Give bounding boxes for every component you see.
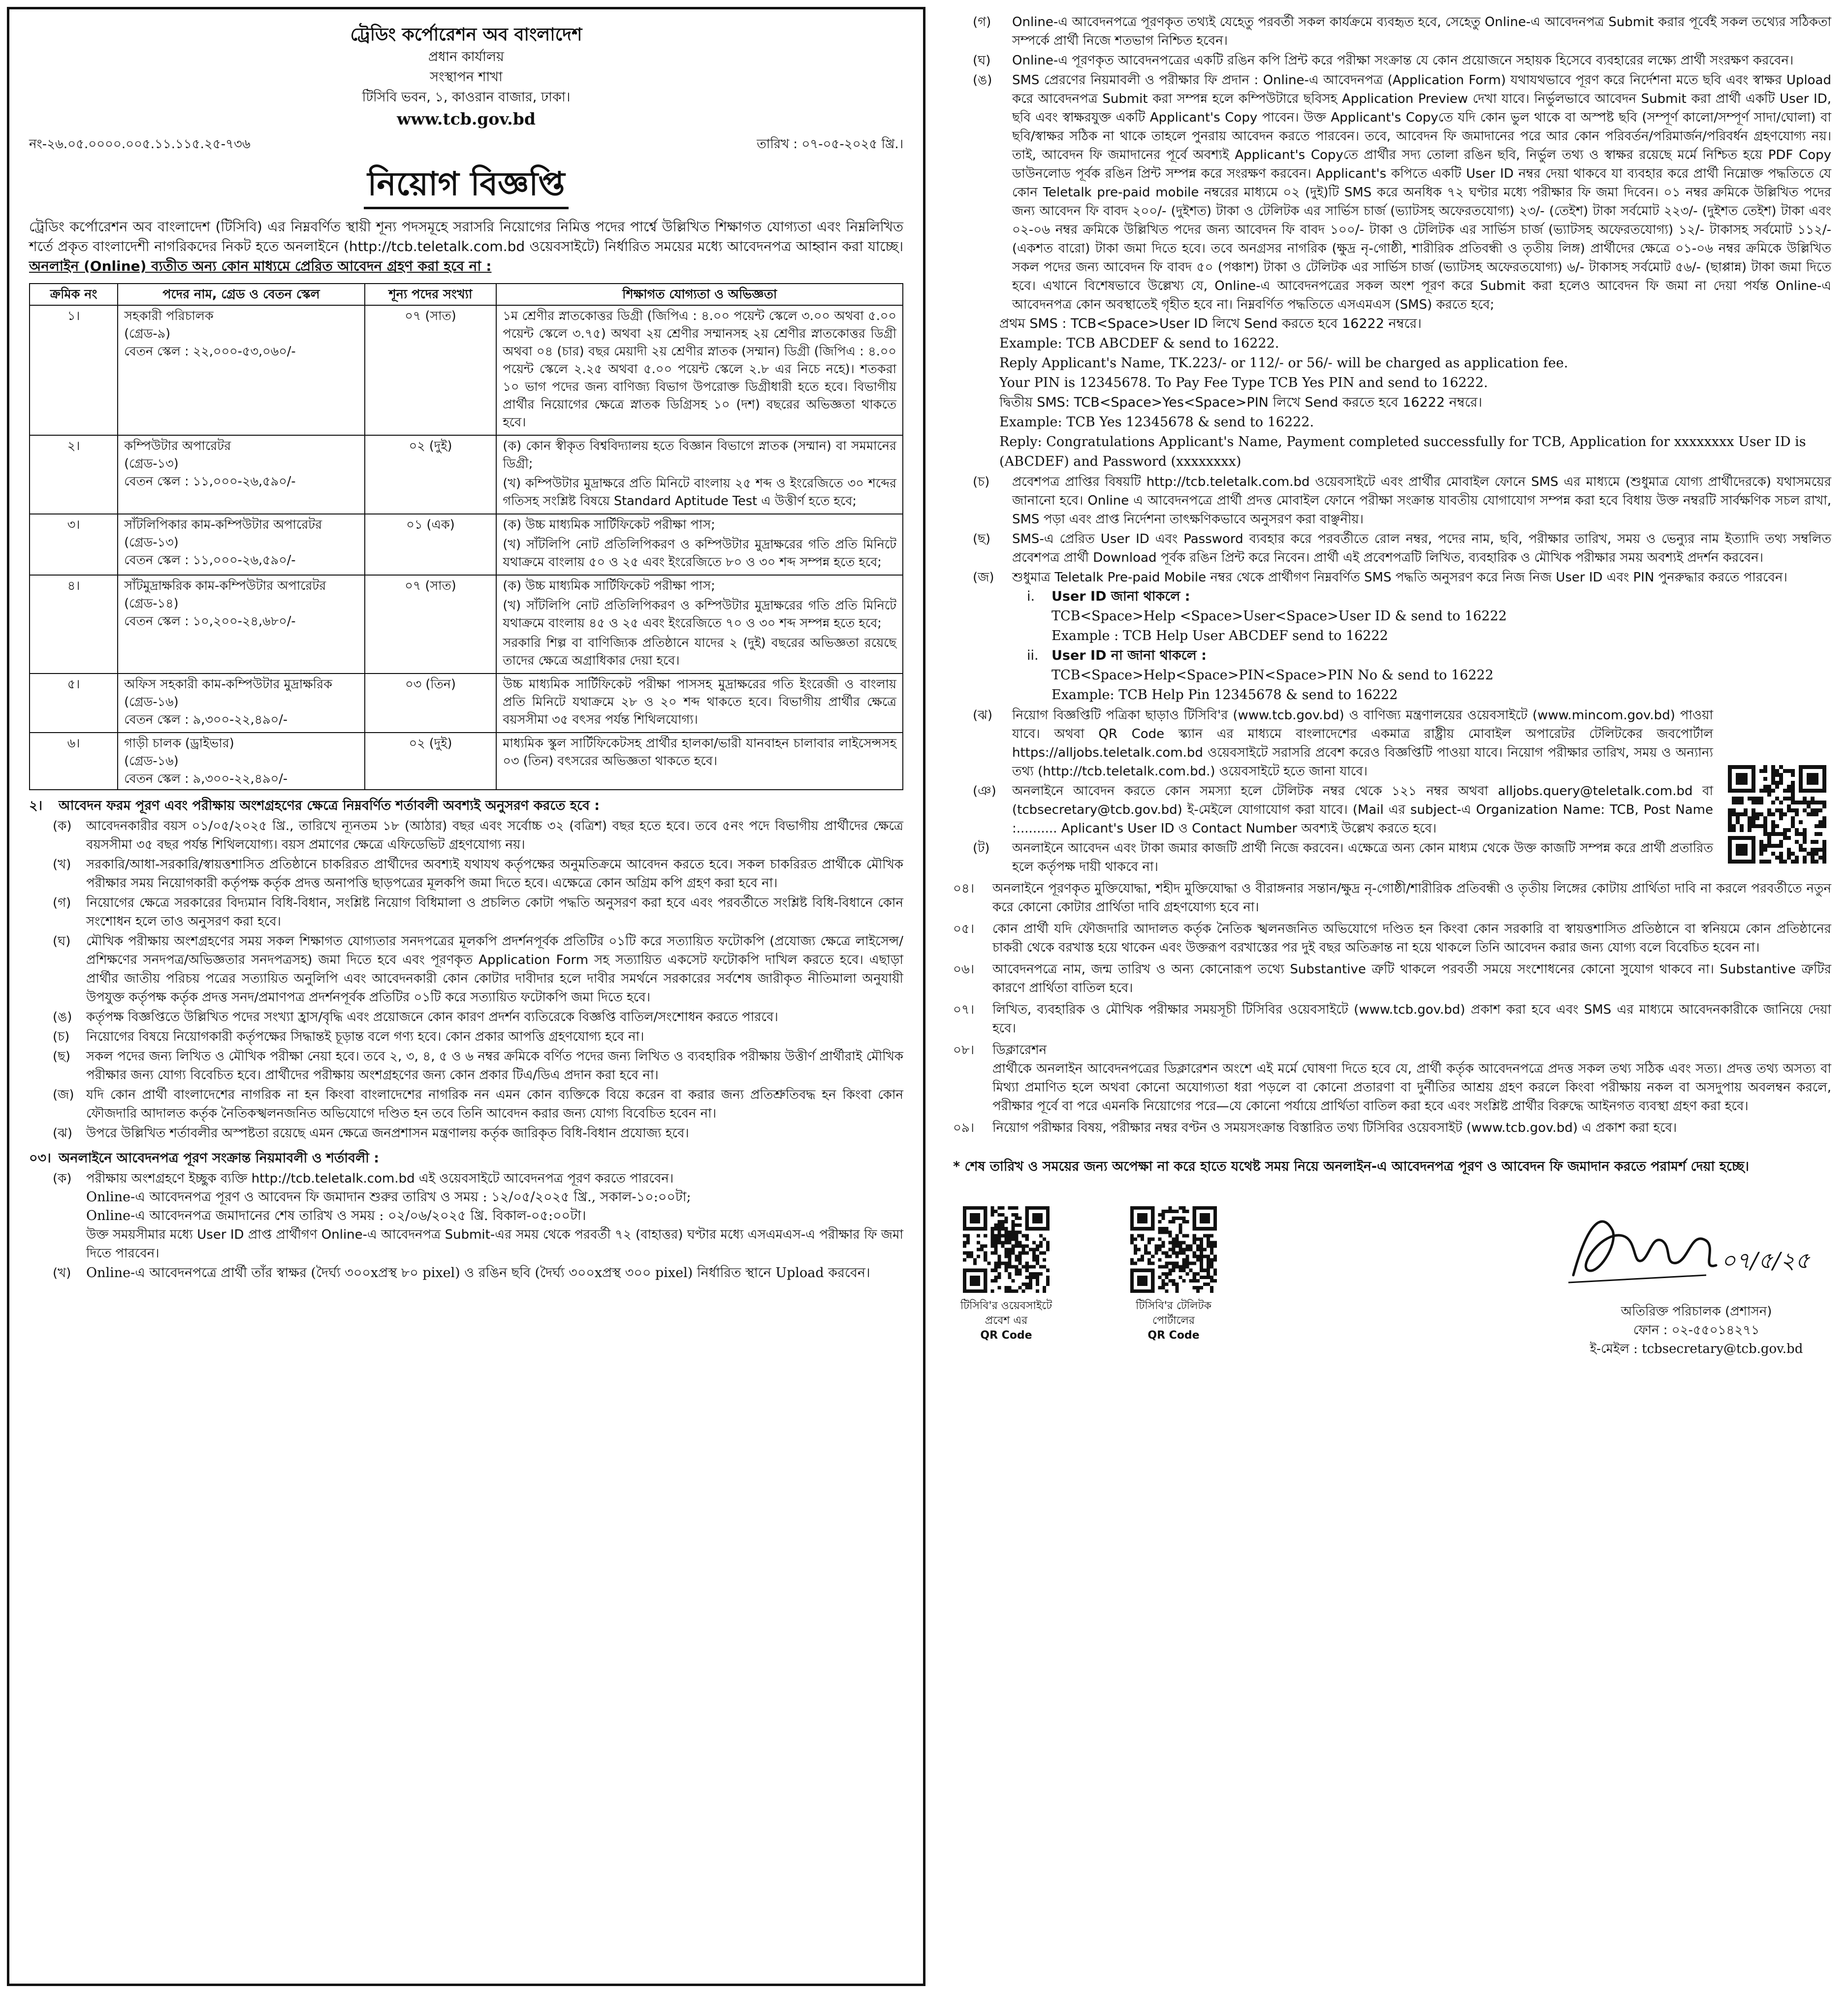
item-label: (ঙ) [973,73,992,88]
item-text: Online-এ পূরণকৃত আবেদনপত্রের একটি রঙিন কপি প্রিন্ট করে পরীক্ষা সংক্রান্ত যে কোন প্রয়োজনে সহায়ক হিসেবে ব্যবহারের লক্ষ্যে প্রার্থী সংরক্ষণ করবেন। [1012,53,1794,68]
fee-deadline-text: উক্ত সময়সীমার মধ্যে User ID প্রাপ্ত প্রার্থীগণ Online-এ আবেদনপত্র Submit-এর সময় থেকে পরবর্তী ৭২ (বাহাত্তর) ঘণ্টার মধ্যে এসএমএস-এ পরীক্ষার ফি জমা দিতে পারবেন। [86,1227,903,1261]
numbered-clause [953,1041,1831,1116]
table-header-row [30,284,903,305]
cell-post [118,575,364,674]
cell-serial: ৬। [30,733,118,790]
item-label: (জ) [973,570,994,585]
post-pay-scale: বেতন স্কেল : ১০,২০০-২৪,৬৮০/- [124,614,296,629]
cell-post [118,674,364,733]
table-row [30,733,903,790]
list-item [953,568,1831,587]
signatory-block [1578,1302,1815,1358]
th-post: পদের নাম, গ্রেড ও বেতন স্কেল [118,284,364,305]
post-pay-scale: বেতন স্কেল : ১১,০০০-২৬,৫৯০/- [124,474,296,489]
cell-post [118,435,364,514]
post-name: অফিস সহকারী কাম-কম্পিউটার মুদ্রাক্ষরিক [124,677,332,692]
cell-post [118,305,364,435]
designation: অতিরিক্ত পরিচালক (প্রশাসন) [1621,1304,1772,1319]
signature-date: ০৭/৫/২৫ [1721,1247,1810,1274]
item-text: SMS প্রেরণের নিয়মাবলী ও পরীক্ষার ফি প্রদান : Online-এ আবেদনপত্র (Application Form) যথাযথভাবে পূরণ করে নির্দেশনা মতে ছবি এবং স্বাক্ষর Upload করে আবেদনপত্র Submit করা সম্পন্ন হলে কম্পিউটারে ছবিসহ Application Preview দেখা যাবে। নির্ভুলভাবে আবেদন Submit করা প্রার্থী একটি User ID, ছবি এবং স্বাক্ষরযুক্ত একটি Applicant's Copy পাবেন। উক্ত Applicant's Copyতে যদি কোন ভুল থাকে বা অস্পষ্ট ছবি (সম্পূর্ণ কালো/সম্পূর্ণ সাদা/ঘোলা) বা ছবি/স্বাক্ষর সঠিক না থাকে তাহলে পুনরায় আবেদন করতে পারবেন। তবে, আবেদন ফি জমাদানের পরে আর কোন পরিবর্তন/পরিমার্জন/পরিবর্ধন গ্রহণযোগ্য নয়। তাই, আবেদন ফি জমাদানের পূর্বে অবশ্যই Applicant's Copyতে প্রার্থীর সদ্য তোলা রঙিন ছবি, নির্ভুল তথ্য ও স্বাক্ষর রয়েছে মর্মে নিশ্চিত হয়ে PDF Copy ডাউনলোড পূর্বক রঙিন প্রিন্ট সম্পন্ন করে সংরক্ষণ করবেন। Applicant's কপিতে একটি User ID নম্বর দেয়া থাকবে যা ব্যবহার করে প্রার্থী নিম্নোক্ত পদ্ধতিতে যে কোন Teletalk pre-paid mobile নম্বরের মাধ্যমে ০২ (দুই)টি SMS করে অনধিক ৭২ ঘণ্টার মধ্যে পরীক্ষার ফি জমা দিবেন। ০১ নম্বর ক্রমিকে উল্লিখিত পদের জন্য আবেদন ফি বাবদ ২০০/- (দুইশত) টাকা ও টেলিটক এর সার্ভিস চার্জ (ভ্যাটসহ অফেরতযোগ্য) ২৩/- (তেইশ) টাকা সর্বমোট ২২৩/- (দুইশত তেইশ) টাকা এবং ০২-০৬ নম্বর ক্রমিকে উল্লিখিত পদের জন্য আবেদন ফি বাবদ ১০০/- টাকা ও টেলিটক এর সার্ভিস চার্জ (ভ্যাটসহ অফেরতযোগ্য) ১২/- টাকাসহ সর্বমোট ১১২/-(একশত বারো) টাকা জমা দিতে হবে। তবে অনগ্রসর নাগরিক (ক্ষুদ্র নৃ-গোষ্ঠী, শারীরিক প্রতিবন্ধী ও তৃতীয় লিঙ্গ) প্রার্থীদের ক্ষেত্রে ০১-০৬ নম্বর ক্রমিকে উল্লিখিত সকল পদের জন্য আবেদন ফি বাবদ ৫০ (পঞ্চাশ) টাকা ও টেলিটক এর সার্ভিস চার্জ (ভ্যাটসহ অফেরতযোগ্য) ৬/- টাকাসহ সর্বমোট ৫৬/- (ছাপ্পান্ন) টাকা জমা দিতে হবে। এখানে বিশেষভাবে উল্লেখ্য যে, Online-এ আবেদনপত্রের সকল অংশ পূরণ করে Submit করা হলেও আবেদন ফি জমা না দেয়া পর্যন্ত Online-এ আবেদনপত্র কোন অবস্থাতেই গৃহীত হবে না। নিম্নবর্ণিত পদ্ধতিতে এসএমএস (SMS) করতে হবে; [1012,73,1832,312]
clause-text: ডিক্লারেশন প্রার্থীকে অনলাইন আবেদনপত্রের ডিক্লারেশন অংশে এই মর্মে ঘোষণা দিতে হবে যে, প্রার্থী কর্তৃক আবেদনপত্রে প্রদত্ত সকল তথ্য সঠিক এবং সত্য। প্রদত্ত তথ্য অসত্য বা মিথ্যা প্রমাণিত হলে অথবা কোনো অযোগ্যতা ধরা পড়লে বা কোনো প্রতারণা বা দুর্নীতির আশ্রয় গ্রহণ করলে কিংবা পরীক্ষায় নকল বা অসদুপায় অবলম্বন করলে, পরীক্ষার পূর্বে বা পরে এমনকি নিয়োগের পরে—যে কোনো পর্যায়ে প্রার্থিতা বাতিল করা হবে এবং সংশ্লিষ্ট প্রার্থীর বিরুদ্ধে আইনগত ব্যবস্থা গ্রহণ করা হবে। [992,1043,1831,1114]
cell-qualification [496,305,903,435]
numbered-clause [953,960,1831,997]
clause-number: ০৯। [953,1121,975,1135]
recover-known-title: User ID জানা থাকলে : [1051,589,1190,604]
th-count: শূন্য পদের সংখ্যা [365,284,497,305]
list-item [29,1027,903,1046]
item-label: (ছ) [53,1049,71,1064]
clause-number: ০৬। [953,962,975,977]
page-title: নিয়োগ বিজ্ঞপ্তি [364,161,569,209]
list-item [953,706,1713,781]
cell-serial: ৩। [30,514,118,575]
item-text: অনলাইনে আবেদন এবং টাকা জমার কাজটি প্রার্থী নিজে করবেন। এক্ষেত্রে অন্য কোন মাধ্যম থেকে উক্ত কাজটি সম্পন্ন করে প্রার্থী প্রতারিত হলে কর্তৃপক্ষ দায়ী থাকবে না। [1012,841,1713,874]
numbered-clauses [953,879,1831,1137]
list-item [29,1008,903,1027]
numbered-clause [953,879,1831,917]
qualification-line: (ক) উচ্চ মাধ্যমিক সার্টিফিকেট পরীক্ষা পাস; [503,578,715,593]
clause-text: নিয়োগ পরীক্ষার বিষয়, পরীক্ষার নম্বর বণ্টন ও সময়সংক্রান্ত বিস্তারিত তথ্য টিসিবির ওয়েবসাইট (www.tcb.gov.bd) এ প্রকাশ করা হবে। [992,1121,1677,1135]
clause-number: ০৫। [953,922,975,936]
post-pay-scale: বেতন স্কেল : ৯,৩০০-২২,৪৯০/- [124,771,288,786]
item-text: নিয়োগের ক্ষেত্রে সরকারের বিদ্যমান বিধি-বিধান, সংশ্লিষ্ট নিয়োগ বিধিমালা ও প্রচলিত কোটা পদ্ধতি অনুসরণ করা হবে এবং পরবর্তীতে সংশ্লিষ্ট বিধি-বিধানে কোন সংশোধন হলে তাও অনুসরণ করা হবে। [86,896,903,929]
cell-qualification [496,674,903,733]
list-item [29,1124,903,1143]
item-label: (ক) [53,819,72,834]
item-text: শুধুমাত্র Teletalk Pre-paid Mobile নম্বর থেকে প্রার্থীগণ নিম্নবর্ণিত SMS পদ্ধতি অনুসরণ করে নিজ নিজ User ID এবং PIN পুনরুদ্ধার করতে পারবেন। [1012,570,1787,585]
numbered-clause [953,1000,1831,1038]
post-grade: (গ্রেড-৯) [124,326,171,341]
post-name: সহকারী পরিচালক [124,309,214,323]
table-row [30,514,903,575]
reference-line [29,134,903,155]
post-pay-scale: বেতন স্কেল : ১১,০০০-২৬,৫৯০/- [124,553,296,568]
letterhead [29,23,903,131]
post-grade: (গ্রেড-১৩) [124,535,179,550]
post-pay-scale: বেতন স্কেল : ৯,৩০০-২২,৪৯০/- [124,712,288,727]
item-label: (চ) [53,1029,70,1044]
issue-date: তারিখ : ০৭-০৫-২০২৫ খ্রি.। [757,137,903,152]
teletalk-jobs-qr-code[interactable] [1728,765,1826,864]
office-name: প্রধান কার্যালয় [428,49,504,64]
section-3-items [29,1169,903,1283]
cell-qualification [496,435,903,514]
branch-name: সংস্থাপন শাখা [430,69,503,85]
cell-vacancy-count: ০৭ (সাত) [365,305,497,435]
post-name: কম্পিউটার অপারেটর [124,439,231,453]
item-label: (চ) [973,475,990,489]
clause-number: ০৪। [953,881,975,896]
sms-line: Example: TCB ABCDEF & send to 16222. [999,336,1279,351]
table-row [30,674,903,733]
clause-text: আবেদনপত্রে নাম, জন্ম তারিখ ও অন্য কোনোরূপ তথ্যে Substantive ত্রুটি থাকলে পরবর্তী সময়ে সংশোধনের কোনো সুযোগ থাকবে না। Substantive ত্রুটির কারণে প্রার্থিতা বাতিল হবে। [992,962,1831,995]
list-item [953,51,1831,70]
footer-area [953,1196,1831,1408]
clause-number: ০৭। [953,1002,975,1017]
list-item [953,839,1713,876]
posts-table [29,283,903,790]
item-label: (ঝ) [53,1126,72,1141]
right-column [939,7,1841,1986]
intro-online-only: অনলাইন (Online) ব্যতীত অন্য কোন মাধ্যমে প্রেরিত আবেদন গ্রহণ করা হবে না : [29,258,492,274]
cell-qualification [496,514,903,575]
cell-qualification [496,575,903,674]
list-item [953,782,1713,838]
qualification-line: সরকারি শিল্প বা বাণিজ্যিক প্রতিষ্ঠানে যাদের ২ (দুই) বছরের অভিজ্ঞতা রয়েছে তাদের ক্ষেত্রে অগ্রাধিকার দেয়া হবে। [503,636,896,668]
clause-number: ০৮। [953,1043,975,1058]
item-label: (ঙ) [53,1010,72,1025]
qualification-line: (খ) কম্পিউটার মুদ্রাক্ষরে প্রতি মিনিটে বাংলায় ২৫ শব্দ ও ইংরেজিতে ৩০ শব্দের গতিসহ সংশ্লিষ্ট বিষয়ে Standard Aptitude Test এ উত্তীর্ণ হতে হবে; [503,476,896,509]
cell-qualification [496,733,903,790]
post-grade: (গ্রেড-১৩) [124,456,179,471]
section-2-title: ২। আবেদন ফরম পূরণ এবং পরীক্ষায় অংশগ্রহণের ক্ষেত্রে নিম্নবর্ণিত শর্তাবলী অবশ্যই অনুসরণ করতে হবে : [29,798,600,813]
cell-post [118,514,364,575]
upload-photo-signature-text: Online-এ আবেদনপত্রে প্রার্থী তাঁর স্বাক্ষর (দৈর্ঘ্য ৩০০xপ্রস্থ ৮০ pixel) ও রঙিন ছবি (দৈর্ঘ্য ৩০০xপ্রস্থ ৩০০ pixel) নির্ধারিত স্থানে Upload করবেন। [86,1265,870,1281]
clause-text: অনলাইনে পূরণকৃত মুক্তিযোদ্ধা, শহীদ মুক্তিযোদ্ধা ও বীরাঙ্গনার সন্তান/ক্ষুদ্র নৃ-গোষ্ঠী/শারীরিক প্রতিবন্ধী ও তৃতীয় লিঙ্গের কোটায় প্রার্থিতা দাবি না করলে পরবর্তীতে নতুন করে কোনো কোটার প্রার্থিতা দাবি গ্রহণযোগ্য হবে না। [992,881,1831,915]
signature-image [1559,1201,1815,1295]
cell-serial: ৫। [30,674,118,733]
qualification-line: ১ম শ্রেণীর স্নাতকোত্তর ডিগ্রী (জিপিএ : ৪.০০ পয়েন্ট স্কেলে ৩.০০ অথবা ৫.০০ পয়েন্ট স্কেলে ৩.৭৫) অথবা ২য় শ্রেণীর সম্মানসহ ২য় শ্রেণীর স্নাতকোত্তর ডিগ্রী অথবা ০৪ (চার) বছর মেয়াদী ২য় শ্রেণীর স্নাতক (সম্মান) ডিগ্রী (জিপিএ : ৪.০০ পয়েন্ট স্কেলে ২.২৫ অথবা ৫.০০ পয়েন্ট স্কেলে ২.৮ এর নিচে নহে)। শতকরা ১০ ভাগ পদের জন্য বাণিজ্য বিভাগ উপরোক্ত ডিগ্রীধারী হতে হবে। বিভাগীয় প্রার্থীর নিয়োগের ক্ষেত্রে স্নাতক ডিগ্রিসহ ১০ (দশ) বছরের অভিজ্ঞতা থাকতে হবে। [503,309,896,430]
list-item: (ক) পরীক্ষায় অংশগ্রহণে ইচ্ছুক ব্যক্তি http://tcb.teletalk.com.bd এই ওয়েবসাইটে আবেদনপত্র পূরণ করতে পারবেন। Online-এ আবেদনপত্র পূরণ ও আবেদন ফি জমাদান শুরুর তারিখ ও সময় : ১২/০৫/২০২৫ খ্রি., সকাল-১০:০০টা; Online-এ আবেদনপত্র জমাদানের শেষ তারিখ ও সময় : ০২/০৬/২০২৫ খ্রি. বিকাল-০৫:০০টা। উক্ত সময়সীমার মধ্যে User ID প্রাপ্ত প্রার্থীগণ Online-এ আবেদনপত্র Submit-এর সময় থেকে পরবর্তী ৭২ (বাহাত্তর) ঘণ্টার মধ্যে এসএমএস-এ পরীক্ষার ফি জমা দিতে পারবেন। [29,1169,903,1263]
address: টিসিবি ভবন, ১, কাওরান বাজার, ঢাকা। [362,90,571,105]
qualification-line: (খ) সাঁটলিপি নোট প্রতিলিপিকরণ ও কম্পিউটার মুদ্রাক্ষরের গতি প্রতি মিনিটে যথাক্রমে বাংলায় ৪৫ ও ২৫ এবং ইংরেজিতে ৭০ ও ৩০ শব্দ সম্পন্ন হতে হবে; [503,598,896,631]
apply-website-text: পরীক্ষায় অংশগ্রহণে ইচ্ছুক ব্যক্তি http://tcb.teletalk.com.bd এই ওয়েবসাইটে আবেদনপত্র পূরণ করতে পারবেন। [86,1171,674,1186]
intro-text: ট্রেডিং কর্পোরেশন অব বাংলাদেশ (টিসিবি) এর নিম্নবর্ণিত স্থায়ী শূন্য পদসমূহে সরাসরি নিয়োগের নিমিত্ত পদের পার্শ্বে উল্লিখিত শিক্ষাগত যোগ্যতা এবং নিম্নলিখিত শর্তে প্রকৃত বাংলাদেশী নাগরিকদের নিকট হতে অনলাইনে (http://tcb.teletalk.com.bd ওয়েবসাইটে) নির্ধারিত সময়ের মধ্যে আবেদনপত্র আহ্বান করা যাচ্ছে। [29,219,903,255]
cell-post [118,733,364,790]
item-label: (খ) [53,857,71,872]
item-label: (গ) [53,896,71,910]
section-2-items [29,817,903,1143]
qualification-line: (ক) উচ্চ মাধ্যমিক সার্টিফিকেট পরীক্ষা পাস; [503,517,715,532]
org-name: ট্রেডিং কর্পোরেশন অব বাংলাদেশ [350,25,582,45]
posts-table-body [30,305,903,790]
list-item [29,1047,903,1085]
post-name: গাড়ী চালক (ড্রাইভার) [124,736,234,751]
table-row [30,435,903,514]
item-label: (গ) [973,15,991,30]
item-text: কর্তৃপক্ষ বিজ্ঞপ্তিতে উল্লিখিত পদের সংখ্যা হ্রাস/বৃদ্ধি এবং প্রয়োজনে কোন কারণ প্রদর্শন ব্যতিরেকে বিজ্ঞপ্তি বাতিল/সংশোধন করতে পারবে। [86,1010,778,1025]
list-item [953,71,1831,314]
list-item [29,855,903,893]
cell-vacancy-count: ০৭ (সাত) [365,575,497,674]
cell-vacancy-count: ০১ (এক) [365,514,497,575]
clause-text: লিখিত, ব্যবহারিক ও মৌখিক পরীক্ষার সময়সূচী টিসিবির ওয়েবসাইটে (www.tcb.gov.bd) প্রকাশ করা হবে এবং SMS এর মাধ্যমে আবেদনকারীকে জানিয়ে দেয়া হবে। [992,1002,1831,1036]
apply-end-date: Online-এ আবেদনপত্র জমাদানের শেষ তারিখ ও সময় : ০২/০৬/২০২৫ খ্রি. বিকাল-০৫:০০টা। [86,1208,586,1223]
list-item [29,817,903,854]
list-item [953,13,1831,50]
numbered-clause [953,920,1831,957]
sms-line: Reply: Congratulations Applicant's Name, Payment completed successfully for TCB, Application for xxxxxxxx User ID is (ABCDEF) and Password (xxxxxxxx) [999,434,1806,469]
item-text: নিয়োগ বিজ্ঞপ্তিটি পত্রিকা ছাড়াও টিসিবি'র (www.tcb.gov.bd) ও বাণিজ্য মন্ত্রণালয়ের ওয়েবসাইটে (www.mincom.gov.bd) পাওয়া যাবে। অথবা QR Code স্ক্যান এর মাধ্যমে বাংলাদেশের একমাত্র রাষ্ট্রীয় মোবাইল অপারেটর টেলিটকের জবপোর্টাল https://alljobs.teletalk.com.bd ওয়েবসাইটে সরাসরি প্রবেশ করেও বিজ্ঞপ্তিটি পাওয়া যাবে। নিয়োগ পরীক্ষার তারিখ, সময় ও অন্যান্য তথ্য (http://tcb.teletalk.com.bd.) ওয়েবসাইটে হতে জানা যাবে। [1012,708,1713,779]
item-text: মৌখিক পরীক্ষায় অংশগ্রহণের সময় সকল শিক্ষাগত যোগ্যতার সনদপত্রের মূলকপি প্রদর্শনপূর্বক প্রতিটির ০১টি করে সত্যায়িত ফটোকপি (প্রযোজ্য ক্ষেত্রে লাইসেন্স/প্রশিক্ষণের সনদপত্র/অভিজ্ঞতার সনদপত্রসহ) জমা দিতে হবে এবং পূরণকৃত Application Form সহ সত্যায়িত একসেট ফটোকপি দাখিল করতে হবে। এছাড়া প্রার্থীর জাতীয় পরিচয় পত্রের সত্যায়িত অনুলিপি এবং আবেদনকারী কোন কোটার দাবীদার হলে দাবীর সমর্থনে সরকারের সর্বশেষ জারীকৃত নীতিমালা অনুযায়ী উপযুক্ত কর্তৃপক্ষ কর্তৃক প্রদত্ত সনদ/প্রমাণপত্র প্রদর্শনপূর্বক প্রতিটির ০১টি করে সত্যায়িত ফটোকপি জমা দিতে হবে। [86,934,903,1005]
sms-line: Reply Applicant's Name, TK.223/- or 112/- or 56/- will be charged as application fee. [999,355,1568,371]
sms-line: প্রথম SMS : TCB<Space>User ID লিখে Send করতে হবে 16222 নম্বরে। [999,316,1422,331]
qr1-caption: টিসিবি'র ওয়েবসাইটে প্রবেশ এর QR Code [960,1300,1052,1342]
intro-paragraph [29,217,903,276]
item-label: (ঞ) [973,784,996,799]
recover-instructions: i. User ID জানা থাকলে : TCB<Space>Help <Space>User<Space>User ID & send to 16222 Example : TCB Help User ABCDEF send to 16222 ii. User ID না জানা থাকলে : TCB<Space>Help<Space>PIN<Space>PIN No & send to 16222 Example: TCB Help Pin 12345678 & send to 16222 [953,587,1831,705]
th-qualification: শিক্ষাগত যোগ্যতা ও অভিজ্ঞতা [496,284,903,305]
section-3-title: ০৩। অনলাইনে আবেদনপত্র পূরণ সংক্রান্ত নিয়মাবলী ও শর্তাবলী : [29,1151,380,1166]
list-item [953,473,1831,529]
qualification-line: (খ) সাঁটলিপি নোট প্রতিলিপিকরণ ও কম্পিউটার মুদ্রাক্ষরের গতি প্রতি মিনিটে যথাক্রমে বাংলায় ৫০ ও ২৫ এবং ইংরেজিতে ৮০ ও ৩০ শব্দ সম্পন্ন হতে হবে; [503,537,896,570]
item-text: প্রবেশপত্র প্রাপ্তির বিষয়টি http://tcb.teletalk.com.bd ওয়েবসাইটে এবং প্রার্থীর মোবাইল ফোনে SMS এর মাধ্যমে (শুধুমাত্র যোগ্য প্রার্থীদেরকে) যথাসময়ের জানানো হবে। Online এ আবেদনপত্রে প্রার্থী প্রদত্ত মোবাইল ফোনে পরীক্ষা সংক্রান্ত যাবতীয় যোগাযোগ সম্পন্ন করা হবে বিধায় উক্ত নম্বরটি সার্বক্ষণিক সচল রাখা, SMS পড়া এবং প্রাপ্ত নির্দেশনা তাৎক্ষণিকভাবে অনুসরণ করা বাঞ্ছনীয়। [1012,475,1831,527]
post-grade: (গ্রেড-১৬) [124,695,179,709]
item-label: (ঘ) [973,53,991,68]
post-grade: (গ্রেড-১৪) [124,596,179,611]
sms-line: Example: TCB Yes 12345678 & send to 16222. [999,415,1314,430]
item-text: সকল পদের জন্য লিখিত ও মৌখিক পরীক্ষা নেয়া হবে। তবে ২, ৩, ৪, ৫ ও ৬ নম্বর ক্রমিকে বর্ণিত পদের জন্য লিখিত ও ব্যবহারিক পরীক্ষায় উত্তীর্ণ প্রার্থীরাই মৌখিক পরীক্ষার জন্য যোগ্য বিবেচিত হবে। প্রার্থীদের পরীক্ষায় অংশগ্রহণের জন্য কোন প্রকার টিএ/ডিএ প্রদান করা হবে না। [86,1049,903,1083]
item-label: (ছ) [973,532,991,546]
post-grade: (গ্রেড-১৬) [124,754,179,769]
qr2-caption: টিসিবি'র টেলিটক পোর্টালের QR Code [1136,1300,1211,1342]
tcb-teletalk-portal-qr-code[interactable] [1130,1206,1217,1293]
qualification-line: উচ্চ মাধ্যমিক সার্টিফিকেট পরীক্ষা পাসসহ মুদ্রাক্ষরের গতি ইংরেজী ও বাংলায় প্রতি মিনিটে যথাক্রমে ২৮ ও ২০ শব্দ থাকতে হবে। বিভাগীয় প্রার্থীর ক্ষেত্রে বয়সসীমা ৩৫ বৎসর পর্যন্ত শিথিলযোগ্য। [503,677,896,727]
memo-number: নং-২৬.০৫.০০০০.০০৫.১১.১১৫.২৫-৭৩৬ [29,137,251,152]
sms-line: দ্বিতীয় SMS: TCB<Space>Yes<Space>PIN লিখে Send করতে হবে 16222 নম্বরে। [999,395,1482,410]
recover-unknown-title: User ID না জানা থাকলে : [1051,648,1207,663]
right-items [953,13,1831,314]
right-items-2 [953,473,1831,587]
item-text: SMS-এ প্রেরিত User ID এবং Password ব্যবহার করে পরবর্তীতে রোল নম্বর, পদের নাম, ছবি, পরীক্ষার তারিখ, সময় ও ভেন্যুর নাম ইত্যাদি তথ্য সম্বলিত প্রবেশপত্র প্রার্থী Download পূর্বক রঙিন প্রিন্ট করে নিবেন। প্রার্থী এই প্রবেশপত্রটি লিখিত, ব্যবহারিক ও মৌখিক পরীক্ষার সময় অবশ্যই প্রদর্শন করবেন। [1012,532,1831,565]
deadline-advice-note: * শেষ তারিখ ও সময়ের জন্য অপেক্ষা না করে হাতে যথেষ্ট সময় নিয়ে অনলাইন-এ আবেদনপত্র পূরণ ও আবেদন ফি জমাদান করতে পরামর্শ দেয়া হচ্ছে। [953,1159,1750,1174]
item-label: (জ) [53,1088,74,1102]
cell-serial: ১। [30,305,118,435]
item-label: (ঝ) [973,708,992,723]
right-items-3 [953,706,1831,876]
email: ই-মেইল : tcbsecretary@tcb.gov.bd [1590,1342,1803,1356]
cell-serial: ২। [30,435,118,514]
cell-vacancy-count: ০২ (দুই) [365,435,497,514]
th-serial: ক্রমিক নং [30,284,118,305]
post-pay-scale: বেতন স্কেল : ২২,০০০-৫৩,০৬০/- [124,344,296,359]
post-name: সাঁটমুদ্রাক্ষরিক কাম-কম্পিউটার অপারেটর [124,578,326,593]
list-item [29,932,903,1007]
clause-text: কোন প্রার্থী যদি ফৌজদারি আদালত কর্তৃক নৈতিক স্খলনজনিত অভিযোগে দণ্ডিত হন কিংবা কোন সরকারি বা স্বায়ত্তশাসিত প্রতিষ্ঠানে বা স্বনিয়মে কোন প্রতিষ্ঠানের চাকরী থেকে বরখাস্ত হয়ে থাকেন এবং উক্তরূপ বরখাস্তের পর দুই বছর অতিক্রান্ত না হয়ে থাকলে তিনি আবেদন করার জন্য যোগ্য বলে বিবেচিত হবেন না। [992,922,1831,955]
post-name: সাঁটলিপিকার কাম-কম্পিউটার অপারেটর [124,517,322,532]
list-item [953,530,1831,567]
cell-vacancy-count: ০৩ (তিন) [365,674,497,733]
item-text: Online-এ আবেদনপত্রে পূরণকৃত তথ্যই যেহেতু পরবর্তী সকল কার্যক্রমে ব্যবহৃত হবে, সেহেতু Online-এ আবেদনপত্র Submit করার পূর্বেই সকল তথ্যের সঠিকতা সম্পর্কে প্রার্থী নিজে শতভাগ নিশ্চিত হবেন। [1012,15,1831,48]
qualification-line: (ক) কোন স্বীকৃত বিশ্ববিদ্যালয় হতে বিজ্ঞান বিভাগে স্নাতক (সম্মান) বা সমমানের ডিগ্রী; [503,439,896,471]
phone: ফোন : ০২-৫৫০১৪২৭১ [1633,1323,1760,1338]
cell-serial: ৪। [30,575,118,674]
item-text: সরকারি/আধা-সরকারি/স্বায়ত্তশাসিত প্রতিষ্ঠানে চাকরিরত প্রার্থীদের অবশ্যই যথাযথ কর্তৃপক্ষের অনুমতিক্রমে আবেদন করতে হবে। সকল চাকরিরত প্রার্থীকে মৌখিক পরীক্ষার সময় নিয়োগকারী কর্তৃপক্ষ কর্তৃক প্রদত্ত অনাপত্তি ছাড়পত্রের মূলকপি জমা দিতে হবে। এক্ষেত্রে কোন অগ্রিম কপি গ্রহণ করা হবে না। [86,857,903,891]
item-text: অনলাইনে আবেদন করতে কোন সমস্যা হলে টেলিটক নম্বর থেকে ১২১ নম্বর অথবা alljobs.query@teletalk.com.bd বা (tcbsecretary@tcb.gov.bd) ই-মেইলে যোগাযোগ করা যাবে। (Mail এর subject-এ Organization Name: TCB, Post Name :.......... Aplicant's User ID ও Contact Number অবশ্যই উল্লেখ করতে হবে। [1012,784,1713,836]
qualification-line: মাধ্যমিক স্কুল সার্টিফিকেটসহ প্রার্থীর হালকা/ভারী যানবাহন চালাবার লাইসেন্সসহ ০৩ (তিন) বৎসরের অভিজ্ঞতা থাকতে হবে। [503,736,896,769]
website-link[interactable]: www.tcb.gov.bd [397,109,536,128]
tcb-website-qr-code[interactable] [963,1206,1050,1293]
item-label: (ঘ) [53,934,71,949]
apply-start-date: Online-এ আবেদনপত্র পূরণ ও আবেদন ফি জমাদান শুরুর তারিখ ও সময় : ১২/০৫/২০২৫ খ্রি., সকাল-১০:০০টা; [86,1189,691,1205]
sms-instructions [953,314,1831,472]
item-text: উপরে উল্লিখিত শর্তাবলীর অস্পষ্টতা রয়েছে এমন ক্ষেত্রে জনপ্রশাসন মন্ত্রণালয় কর্তৃক জারিকৃত বিধি-বিধান প্রযোজ্য হবে। [86,1126,689,1141]
cell-vacancy-count: ০২ (দুই) [365,733,497,790]
left-column [7,7,925,1986]
item-text: নিয়োগের বিষয়ে নিয়োগকারী কর্তৃপক্ষের সিদ্ধান্তই চূড়ান্ত বলে গণ্য হবে। কোন প্রকার আপত্তি গ্রহণযোগ্য হবে না। [86,1029,644,1044]
list-item [29,894,903,931]
list-item [29,1086,903,1123]
numbered-clause [953,1119,1831,1137]
table-row [30,575,903,674]
item-text: আবেদনকারীর বয়স ০১/০৫/২০২৫ খ্রি., তারিখে ন্যূনতম ১৮ (আঠার) বছর এবং সর্বোচ্চ ৩২ (বত্রিশ) বছর হতে হবে। তবে ৫নং পদে বিভাগীয় প্রার্থীদের ক্ষেত্রে বয়সসীমা ৩৫ বছর পর্যন্ত শিথিলযোগ্য। বয়স প্রমাণের ক্ষেত্রে এফিডেভিট গ্রহণযোগ্য নয়। [86,819,903,852]
table-row [30,305,903,435]
list-item: (খ) Online-এ আবেদনপত্রে প্রার্থী তাঁর স্বাক্ষর (দৈর্ঘ্য ৩০০xপ্রস্থ ৮০ pixel) ও রঙিন ছবি (দৈর্ঘ্য ৩০০xপ্রস্থ ৩০০ pixel) নির্ধারিত স্থানে Upload করবেন। [29,1264,903,1283]
item-text: যদি কোন প্রার্থী বাংলাদেশের নাগরিক না হন কিংবা বাংলাদেশের নাগরিক নন এমন কোন ব্যক্তিকে বিয়ে করেন বা করার জন্য প্রতিশ্রুতিবদ্ধ হন কিংবা কোন ফৌজদারি আদালত কর্তৃক নৈতিকস্খলনজনিত অভিযোগে দণ্ডিত হন তবে তিনি আবেদন করার জন্য যোগ্য বিবেচিত হবেন না। [86,1088,903,1121]
item-label: (ট) [973,841,990,856]
sms-line: Your PIN is 12345678. To Pay Fee Type TCB Yes PIN and send to 16222. [999,375,1488,390]
